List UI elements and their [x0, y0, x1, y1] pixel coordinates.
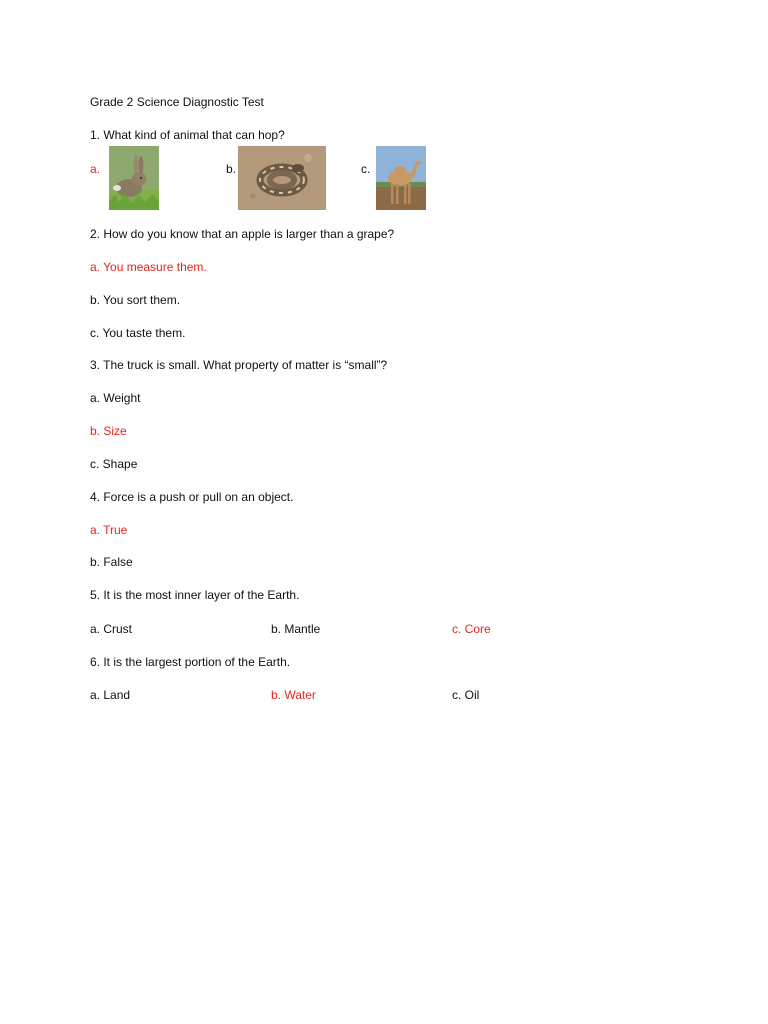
q5-option-c: c. Core [452, 622, 491, 636]
q2-option-c: c. You taste them. [90, 326, 186, 340]
q4-option-b: b. False [90, 555, 133, 569]
question-6-text: 6. It is the largest portion of the Earth. [90, 655, 291, 669]
rabbit-photo [109, 146, 159, 210]
camel-photo [376, 146, 426, 210]
snake-photo [238, 146, 326, 210]
q1-option-a-label: a. [90, 162, 101, 176]
q6-option-a: a. Land [90, 688, 131, 702]
q2-option-a: a. You measure them. [90, 260, 207, 274]
question-2-text: 2. How do you know that an apple is larger than a grape? [90, 227, 395, 241]
q5-option-a: a. Crust [90, 622, 133, 636]
q2-option-b: b. You sort them. [90, 293, 181, 307]
q3-option-b: b. Size [90, 424, 127, 438]
question-3-text: 3. The truck is small. What property of matter is “small”? [90, 358, 388, 372]
q3-option-c: c. Shape [90, 457, 138, 471]
q3-option-a: a. Weight [90, 391, 141, 405]
question-5-text: 5. It is the most inner layer of the Earth. [90, 588, 300, 602]
q1-option-c-label: c. [361, 162, 371, 176]
q6-option-c: c. Oil [452, 688, 480, 702]
q4-option-a: a. True [90, 523, 128, 537]
q6-option-b: b. Water [271, 688, 316, 702]
q1-option-b-label: b. [226, 162, 237, 176]
question-4-text: 4. Force is a push or pull on an object. [90, 490, 294, 504]
question-1-text: 1. What kind of animal that can hop? [90, 128, 285, 142]
q5-option-b: b. Mantle [271, 622, 321, 636]
test-title: Grade 2 Science Diagnostic Test [90, 95, 264, 109]
